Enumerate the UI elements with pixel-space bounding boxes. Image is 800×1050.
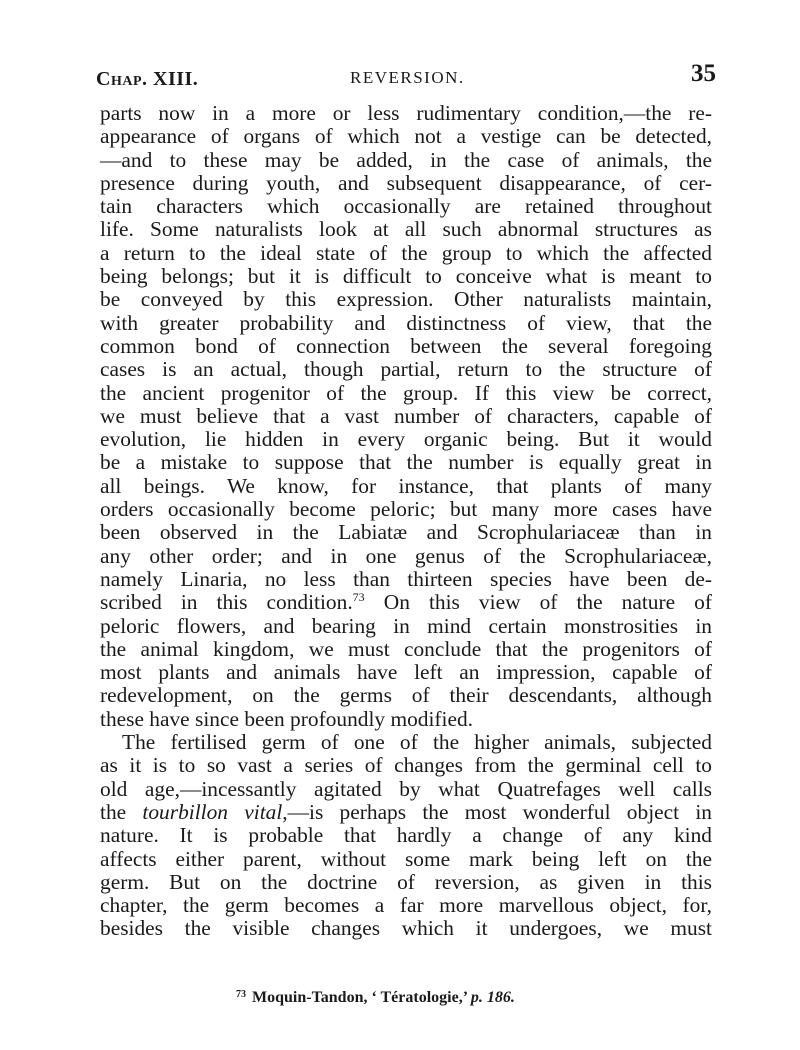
text-line: a return to the ideal state of the group to which the affected bbox=[100, 240, 712, 265]
text-line: life. Some naturalists look at all such abnormal structures as bbox=[100, 217, 712, 242]
text-line: be a mistake to suppose that the number is equally great in bbox=[100, 450, 712, 475]
text-line: redevelopment, on the germs of their descendants, although bbox=[100, 683, 712, 708]
text-segment: scribed in this condition. bbox=[100, 590, 353, 615]
footnote-reference[interactable]: 73 bbox=[352, 590, 365, 605]
text-line: evolution, lie hidden in every organic being. But it would bbox=[100, 427, 712, 452]
text-line: The fertilised germ of one of the higher animals, subjected bbox=[122, 730, 712, 755]
page-number: 35 bbox=[691, 60, 716, 87]
body-text bbox=[100, 102, 712, 941]
paragraph-2 bbox=[100, 731, 712, 941]
paragraph-1 bbox=[100, 102, 712, 731]
text-line: we must believe that a vast number of characters, capable of bbox=[100, 403, 712, 428]
text-line: chapter, the germ becomes a far more marvellous object, for, bbox=[100, 893, 712, 918]
text-line: the animal kingdom, we must conclude that the progenitors of bbox=[100, 636, 712, 661]
text-line: been observed in the Labiatæ and Scrophulariaceæ than in bbox=[100, 520, 712, 545]
running-head bbox=[96, 60, 716, 94]
text-line: appearance of organs of which not a vestige can be detected, bbox=[100, 124, 712, 149]
text-line: tain characters which occasionally are retained throughout bbox=[100, 194, 712, 219]
text-line: peloric flowers, and bearing in mind certain monstrosities in bbox=[100, 613, 712, 638]
text-line: all beings. We know, for instance, that plants of many bbox=[100, 473, 712, 498]
text-segment: On this view of the nature of bbox=[383, 590, 712, 615]
text-line: germ. But on the doctrine of reversion, as given in this bbox=[100, 869, 712, 894]
text-line: nature. It is probable that hardly a change of any kind bbox=[100, 823, 712, 848]
footnote-text: Moquin-Tandon, ‘ Tératologie,’ bbox=[252, 989, 471, 1006]
text-line: most plants and animals have left an impression, capable of bbox=[100, 660, 712, 685]
text-line: parts now in a more or less rudimentary condition,—the re- bbox=[100, 101, 712, 125]
text-line: namely Linaria, no less than thirteen species have been de- bbox=[100, 566, 712, 591]
text-line: the ancient progenitor of the group. If this view be correct, bbox=[100, 380, 712, 405]
text-segment: ,—is perhaps the most wonderful object in bbox=[282, 799, 712, 824]
footnote-mark: 73 bbox=[236, 989, 246, 1000]
running-title: REVERSION. bbox=[350, 68, 465, 87]
footnote bbox=[236, 989, 515, 1007]
text-line: these have since been profoundly modified. bbox=[100, 706, 474, 731]
text-line: —and to these may be added, in the case of animals, the bbox=[100, 147, 712, 172]
text-line bbox=[100, 801, 712, 824]
text-line: old age,—incessantly agitated by what Quatrefages well calls bbox=[100, 776, 712, 801]
text-segment: the bbox=[100, 799, 143, 824]
text-line: besides the visible changes which it undergoes, we must bbox=[100, 916, 712, 941]
chapter-label: Chap. XIII. bbox=[96, 68, 199, 90]
italic-phrase: tourbillon vital bbox=[142, 799, 283, 824]
footnote-page: p. 186. bbox=[470, 989, 515, 1006]
text-line: as it is to so vast a series of changes from the germinal cell to bbox=[100, 753, 712, 778]
text-line: common bond of connection between the several foregoing bbox=[100, 333, 712, 358]
text-line: cases is an actual, though partial, return to the structure of bbox=[100, 357, 712, 382]
text-line: being belongs; but it is difficult to conceive what is meant to bbox=[100, 264, 712, 289]
text-line bbox=[100, 591, 712, 614]
text-line: be conveyed by this expression. Other naturalists maintain, bbox=[100, 287, 712, 312]
text-line: affects either parent, without some mark being left on the bbox=[100, 846, 712, 871]
text-line: with greater probability and distinctness of view, that the bbox=[100, 310, 712, 335]
text-line: orders occasionally become peloric; but many more cases have bbox=[100, 497, 712, 522]
text-line: any other order; and in one genus of the Scrophulariaceæ, bbox=[100, 543, 712, 568]
text-line: presence during youth, and subsequent disappearance, of cer- bbox=[100, 170, 712, 195]
